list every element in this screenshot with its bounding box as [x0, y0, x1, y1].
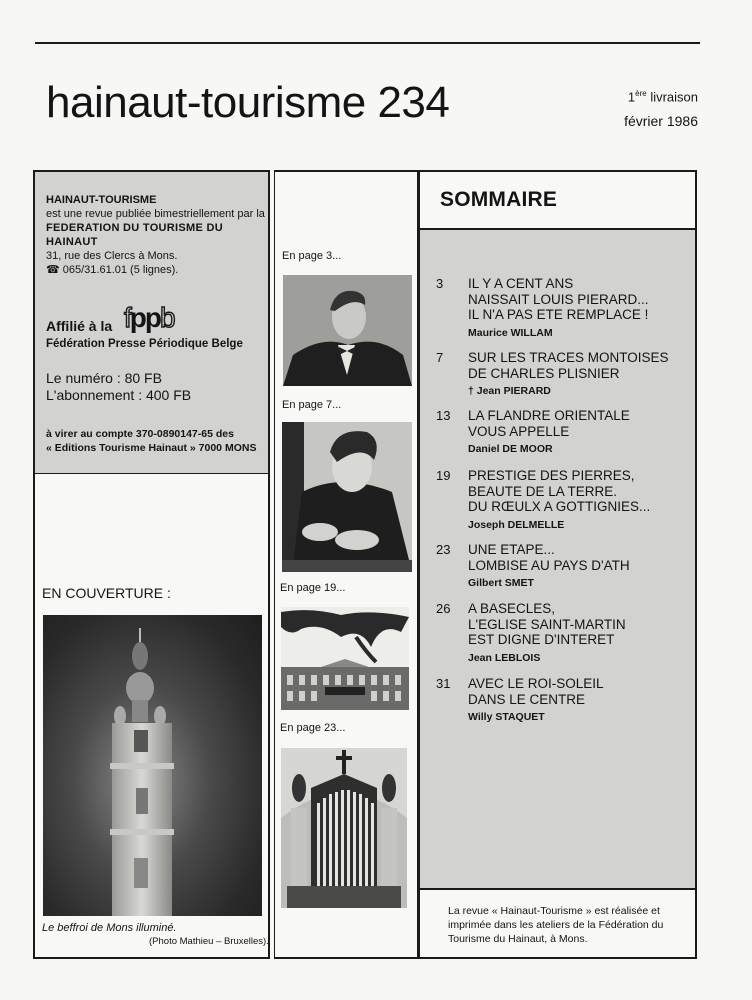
toc-title-line: DE CHARLES PLISNIER: [468, 365, 620, 381]
toc-title-line: NAISSAIT LOUIS PIERARD...: [468, 291, 649, 307]
cover-label: EN COUVERTURE :: [42, 585, 171, 601]
publisher-info: [46, 193, 266, 277]
toc-title-line: PRESTIGE DES PIERRES,: [468, 468, 635, 483]
toc-title-line: IL N'A PAS ETE REMPLACE !: [468, 307, 649, 322]
toc-author: Daniel DE MOOR: [468, 443, 553, 455]
preview-label-3: En page 19...: [280, 582, 346, 594]
prices: [46, 370, 191, 404]
toc-title-line: SUR LES TRACES MONTOISES: [468, 350, 669, 365]
toc-author: Willy STAQUET: [468, 711, 545, 723]
toc-author: Jean LEBLOIS: [468, 651, 541, 664]
publisher-phone: 065/31.61.01 (5 lignes).: [62, 264, 179, 276]
top-rule: [35, 42, 700, 44]
sommaire-title: SOMMAIRE: [440, 188, 558, 211]
preview-photo-page-7: [282, 422, 412, 572]
toc-title-line: L'EGLISE SAINT-MARTIN: [468, 616, 626, 632]
delivery-label: 1ère livraison: [627, 89, 698, 105]
toc-page-number: 23: [436, 542, 451, 557]
publisher-phone-row: [46, 263, 266, 277]
toc-title-line: A BASECLES,: [468, 601, 556, 616]
belfry-illustration: [108, 628, 176, 916]
publisher-name: HAINAUT-TOURISME: [46, 194, 157, 206]
toc-title-line: EST DIGNE D'INTERET: [468, 632, 615, 647]
preview-photo-page-23: [281, 748, 407, 908]
printing-note: La revue « Hainaut-Tourisme » est réalisée et imprimée dans les ateliers de la Fédération du Tourisme du Hainaut, à Mons.: [448, 905, 664, 945]
toc-page-number: 3: [436, 276, 444, 291]
toc-title-line: UNE ETAPE...: [468, 542, 555, 557]
preview-label-1: En page 3...: [282, 250, 342, 262]
toc-page-number: 7: [436, 350, 444, 365]
toc-author: Joseph DELMELLE: [468, 518, 565, 531]
phone-icon: ☎: [46, 264, 60, 276]
toc-page-number: 26: [436, 601, 451, 616]
toc-title-line: AVEC LE ROI-SOLEIL: [468, 676, 604, 691]
publisher-federation: FEDERATION DU TOURISME DU HAINAUT: [46, 222, 223, 248]
preview-label-4: En page 23...: [280, 722, 346, 734]
publisher-description: est une revue publiée bimestriellement par la: [46, 208, 265, 220]
toc-title-line: LA FLANDRE ORIENTALE: [468, 408, 630, 423]
toc-author: Maurice WILLAM: [468, 326, 553, 339]
payment-line-1: à virer au compte 370-0890147-65 des: [46, 428, 234, 440]
cover-credit: (Photo Mathieu – Bruxelles).: [149, 936, 269, 947]
issue-date: février 1986: [624, 113, 698, 130]
payment-line-2: « Editions Tourisme Hainaut » 7000 MONS: [46, 442, 257, 454]
toc-page-number: 19: [436, 468, 451, 483]
preview-photo-page-19: [281, 607, 409, 710]
preview-photo-page-3: [283, 275, 412, 386]
preview-label-2: En page 7...: [282, 399, 342, 411]
toc-title-line: BEAUTE DE LA TERRE.: [468, 483, 618, 499]
toc-title-line: DANS LE CENTRE: [468, 691, 586, 707]
publisher-address: 31, rue des Clercs à Mons.: [46, 250, 178, 262]
toc-author: † Jean PIERARD: [468, 385, 551, 397]
toc-author: Gilbert SMET: [468, 577, 534, 589]
affiliation-full-name: Fédération Presse Périodique Belge: [46, 338, 243, 350]
toc-title-line: VOUS APPELLE: [468, 423, 570, 439]
payment-info: [46, 427, 266, 455]
toc-title-line: LOMBISE AU PAYS D'ATH: [468, 557, 630, 573]
toc-title-line: DU RŒULX A GOTTIGNIES...: [468, 499, 651, 514]
price-issue: Le numéro : 80 FB: [46, 370, 162, 386]
price-subscription: L'abonnement : 400 FB: [46, 387, 192, 403]
fppb-logo: fppb: [124, 302, 174, 333]
affiliation-label: Affilié à la: [46, 318, 113, 334]
issue-meta: [618, 86, 698, 129]
toc-page-number: 13: [436, 408, 451, 423]
masthead-title: hainaut-tourisme 234: [46, 78, 450, 127]
cover-caption: Le beffroi de Mons illuminé.: [42, 922, 177, 934]
toc-title-line: IL Y A CENT ANS: [468, 276, 574, 291]
toc-page-number: 31: [436, 676, 451, 691]
